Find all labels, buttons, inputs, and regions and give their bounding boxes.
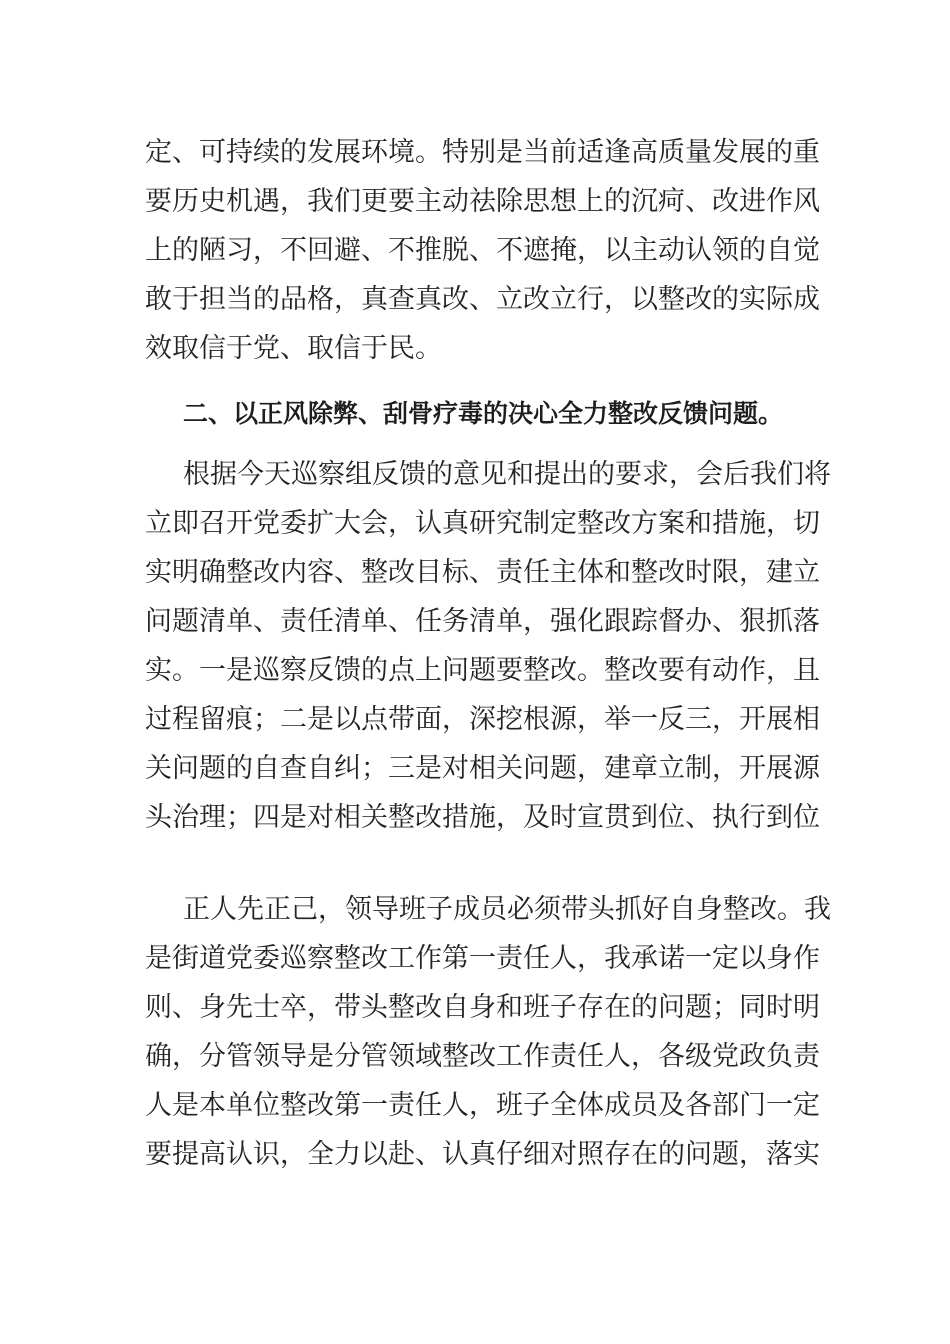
paragraph-2-line-8: 头治理；四是对相关整改措施，及时宣贯到位、执行到位 [145, 802, 820, 833]
paragraph-2-line-1: 根据今天巡察组反馈的意见和提出的要求，会后我们将 [183, 459, 831, 490]
paragraph-1-line-5: 效取信于党、取信于民。 [145, 333, 442, 364]
paragraph-3-line-1: 正人先正己，领导班子成员必须带头抓好自身整改。我 [183, 894, 831, 925]
paragraph-3-line-2: 是街道党委巡察整改工作第一责任人，我承诺一定以身作 [145, 943, 820, 974]
section-heading: 二、以正风除弊、刮骨疗毒的决心全力整改反馈问题。 [183, 399, 784, 428]
paragraph-3-line-5: 人是本单位整改第一责任人，班子全体成员及各部门一定 [145, 1090, 820, 1121]
paragraph-1-line-2: 要历史机遇，我们更要主动祛除思想上的沉疴、改进作风 [145, 186, 820, 217]
paragraph-2-line-7: 关问题的自查自纠；三是对相关问题，建章立制，开展源 [145, 753, 820, 784]
paragraph-3-line-6: 要提高认识，全力以赴、认真仔细对照存在的问题，落实 [145, 1139, 820, 1170]
paragraph-1-line-3: 上的陋习，不回避、不推脱、不遮掩，以主动认领的自觉 [145, 235, 820, 266]
paragraph-2-line-2: 立即召开党委扩大会，认真研究制定整改方案和措施，切 [145, 508, 820, 539]
paragraph-1-line-4: 敢于担当的品格，真查真改、立改立行，以整改的实际成 [145, 284, 820, 315]
paragraph-3-line-4: 确，分管领导是分管领域整改工作责任人，各级党政负责 [145, 1041, 820, 1072]
paragraph-2-line-4: 问题清单、责任清单、任务清单，强化跟踪督办、狠抓落 [145, 606, 820, 637]
paragraph-2-line-3: 实明确整改内容、整改目标、责任主体和整改时限，建立 [145, 557, 820, 588]
paragraph-1-line-1: 定、可持续的发展环境。特别是当前适逢高质量发展的重 [145, 137, 820, 168]
paragraph-2-line-5: 实。一是巡察反馈的点上问题要整改。整改要有动作，且 [145, 655, 820, 686]
paragraph-3-line-3: 则、身先士卒，带头整改自身和班子存在的问题；同时明 [145, 992, 820, 1023]
paragraph-2-line-6: 过程留痕；二是以点带面，深挖根源，举一反三，开展相 [145, 704, 820, 735]
